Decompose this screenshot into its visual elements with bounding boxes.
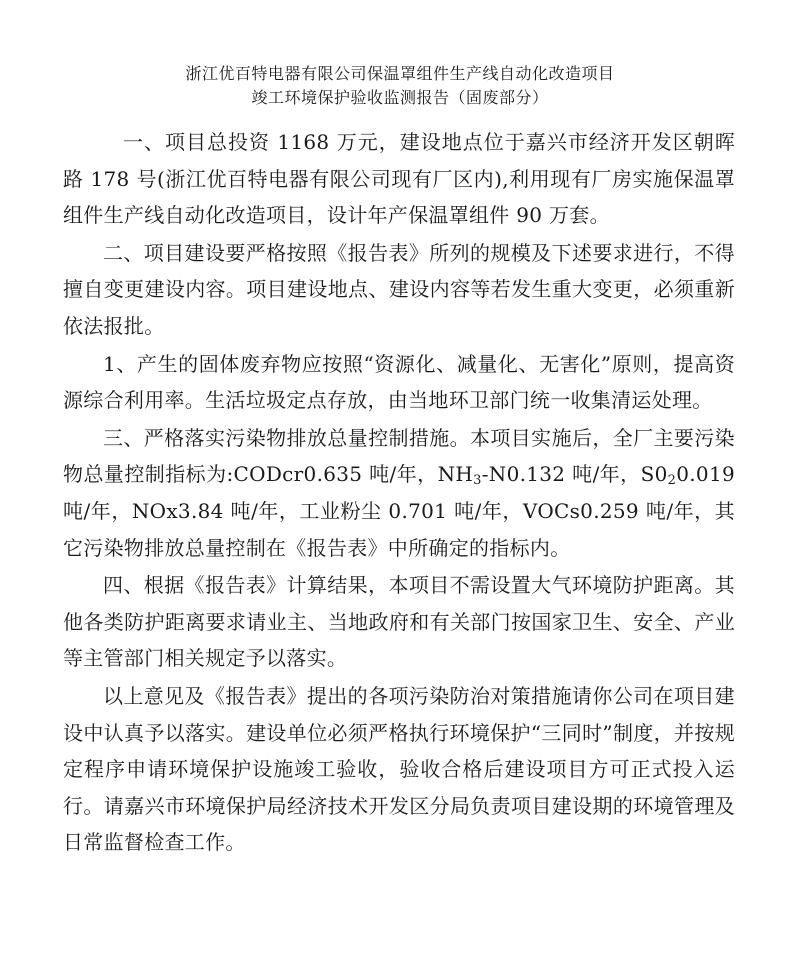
paragraph-pollutant-control — [63, 420, 735, 566]
paragraph-protection-distance: 四、根据《报告表》计算结果，本项目不需设置大气环境防护距离。其他各类防护距离要求请业主、当地政府和有关部门按国家卫生、安全、产业等主管部门相关规定予以落实。 — [63, 573, 735, 671]
paragraph-implementation: 以上意见及《报告表》提出的各项污染防治对策措施请你公司在项目建设中认真予以落实。建设单位必须严格执行环境保护“三同时”制度，并按规定程序申请环境保护设施竣工验收，验收合格后建设项目方可正式投入运行。请嘉兴市环境保护局经济技术开发区分局负责项目建设期的环境管理及日常监督检查工作。 — [63, 683, 735, 855]
pollutant-text-b: -N0.132 吨/年，S0 — [481, 462, 668, 487]
paragraph-investment: 一、项目总投资 1168 万元，建设地点位于嘉兴市经济开发区朝晖路 178 号(浙江优百特电器有限公司现有厂区内),利用现有厂房实施保温罩组件生产线自动化改造项目，设计年产保温罩组件 90 万套。 — [63, 130, 735, 228]
title-line-2: 竣工环境保护验收监测报告（固废部分） — [251, 88, 549, 107]
so2-subscript: 2 — [667, 473, 677, 489]
nh3-subscript: 3 — [473, 473, 482, 489]
title-line-1: 浙江优百特电器有限公司保温罩组件生产线自动化改造项目 — [185, 64, 615, 83]
paragraph-solid-waste: 1、产生的固体废弃物应按照“资源化、减量化、无害化”原则，提高资源综合利用率。生活垃圾定点存放，由当地环卫部门统一收集清运处理。 — [63, 351, 735, 413]
pollutant-text-a: 三、严格落实污染物排放总量控制措施。本项目实施后，全厂主要污染物总量控制指标为:CODcr0.635 吨/年，NH — [63, 425, 735, 487]
paragraph-construction-requirements: 二、项目建设要严格按照《报告表》所列的规模及下述要求进行，不得擅自变更建设内容。项目建设地点、建设内容等若发生重大变更，必须重新依法报批。 — [63, 240, 735, 338]
pollutant-text-c: 0.019 吨/年，NOx3.84 吨/年，工业粉尘 0.701 吨/年，VOCs0.259 吨/年，其它污染物排放总量控制在《报告表》中所确定的指标内。 — [63, 462, 735, 560]
document-header — [100, 62, 700, 110]
document-body — [63, 124, 735, 862]
